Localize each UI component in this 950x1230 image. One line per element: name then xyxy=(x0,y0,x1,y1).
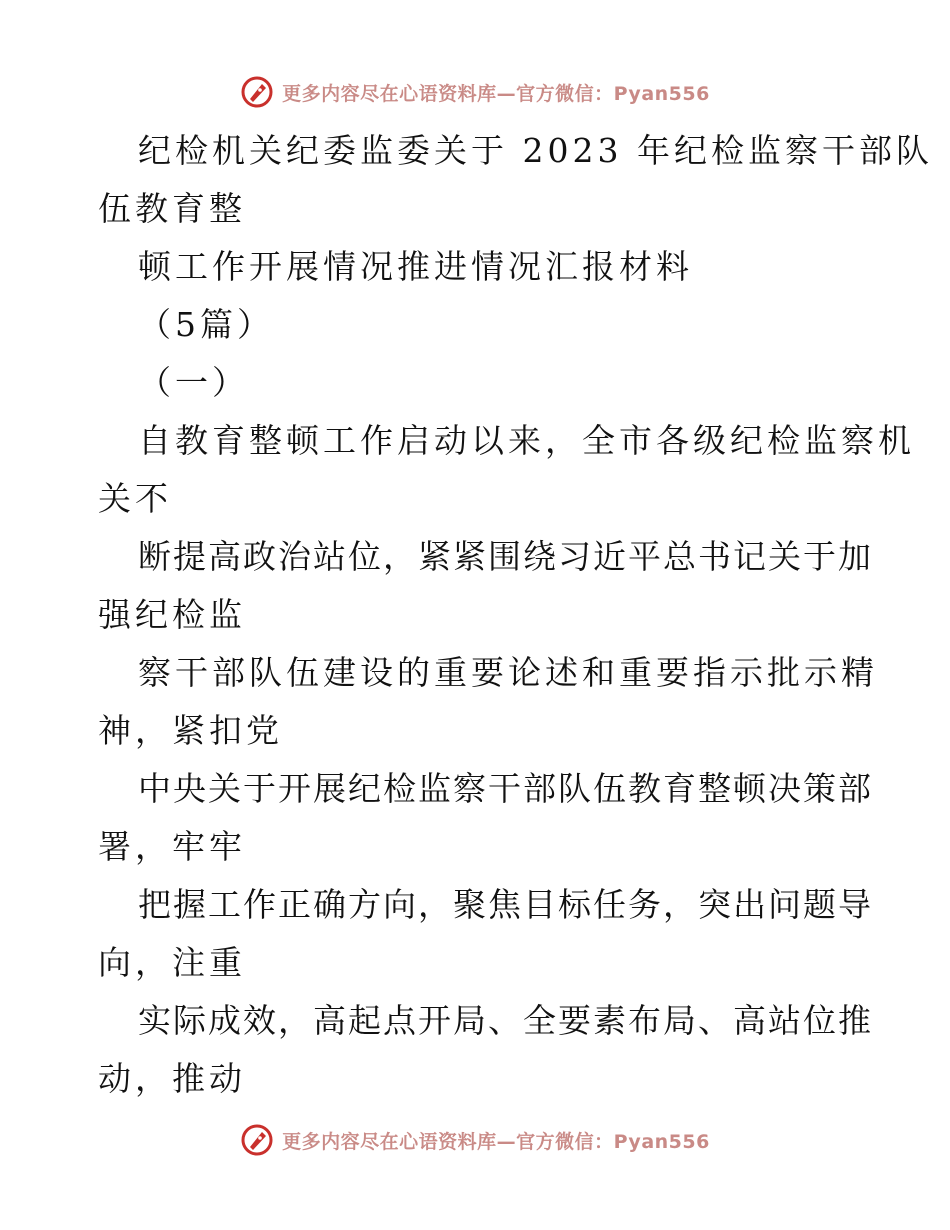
paragraph-line: 向，注重 xyxy=(98,943,246,982)
watermark-header xyxy=(0,72,950,112)
watermark-text: 更多内容尽在心语资料库—官方微信：Pyan556 xyxy=(282,82,710,105)
pen-nib-logo-icon xyxy=(240,75,274,109)
title-line: 顿工作开展情况推进情况汇报材料 xyxy=(138,247,693,286)
watermark-text: 更多内容尽在心语资料库—官方微信：Pyan556 xyxy=(282,1130,710,1153)
title-line: 伍教育整 xyxy=(98,189,246,228)
paragraph-line: 神，紧扣党 xyxy=(98,711,283,750)
paragraph-line: 关不 xyxy=(98,479,172,518)
paragraph-line: 把握工作正确方向，聚焦目标任务，突出问题导 xyxy=(138,885,873,924)
paragraph-line: 中央关于开展纪检监察干部队伍教育整顿决策部 xyxy=(138,769,873,808)
subtitle-line: （5篇） xyxy=(138,305,274,344)
title-line: 纪检机关纪委监委关于 2023 年纪检监察干部队 xyxy=(138,131,933,170)
paragraph-line: 断提高政治站位，紧紧围绕习近平总书记关于加 xyxy=(138,537,873,576)
document-body xyxy=(98,122,933,1108)
paragraph-line: 动，推动 xyxy=(98,1059,246,1098)
paragraph-line: 察干部队伍建设的重要论述和重要指示批示精 xyxy=(138,653,878,692)
paragraph-line: 实际成效，高起点开局、全要素布局、高站位推 xyxy=(138,1001,873,1040)
watermark-footer xyxy=(0,1120,950,1160)
paragraph-line: 强纪检监 xyxy=(98,595,246,634)
paragraph-line: 自教育整顿工作启动以来，全市各级纪检监察机 xyxy=(138,421,915,460)
paragraph-line: 署，牢牢 xyxy=(98,827,246,866)
section-heading: （一） xyxy=(138,363,249,402)
pen-nib-logo-icon xyxy=(240,1123,274,1157)
